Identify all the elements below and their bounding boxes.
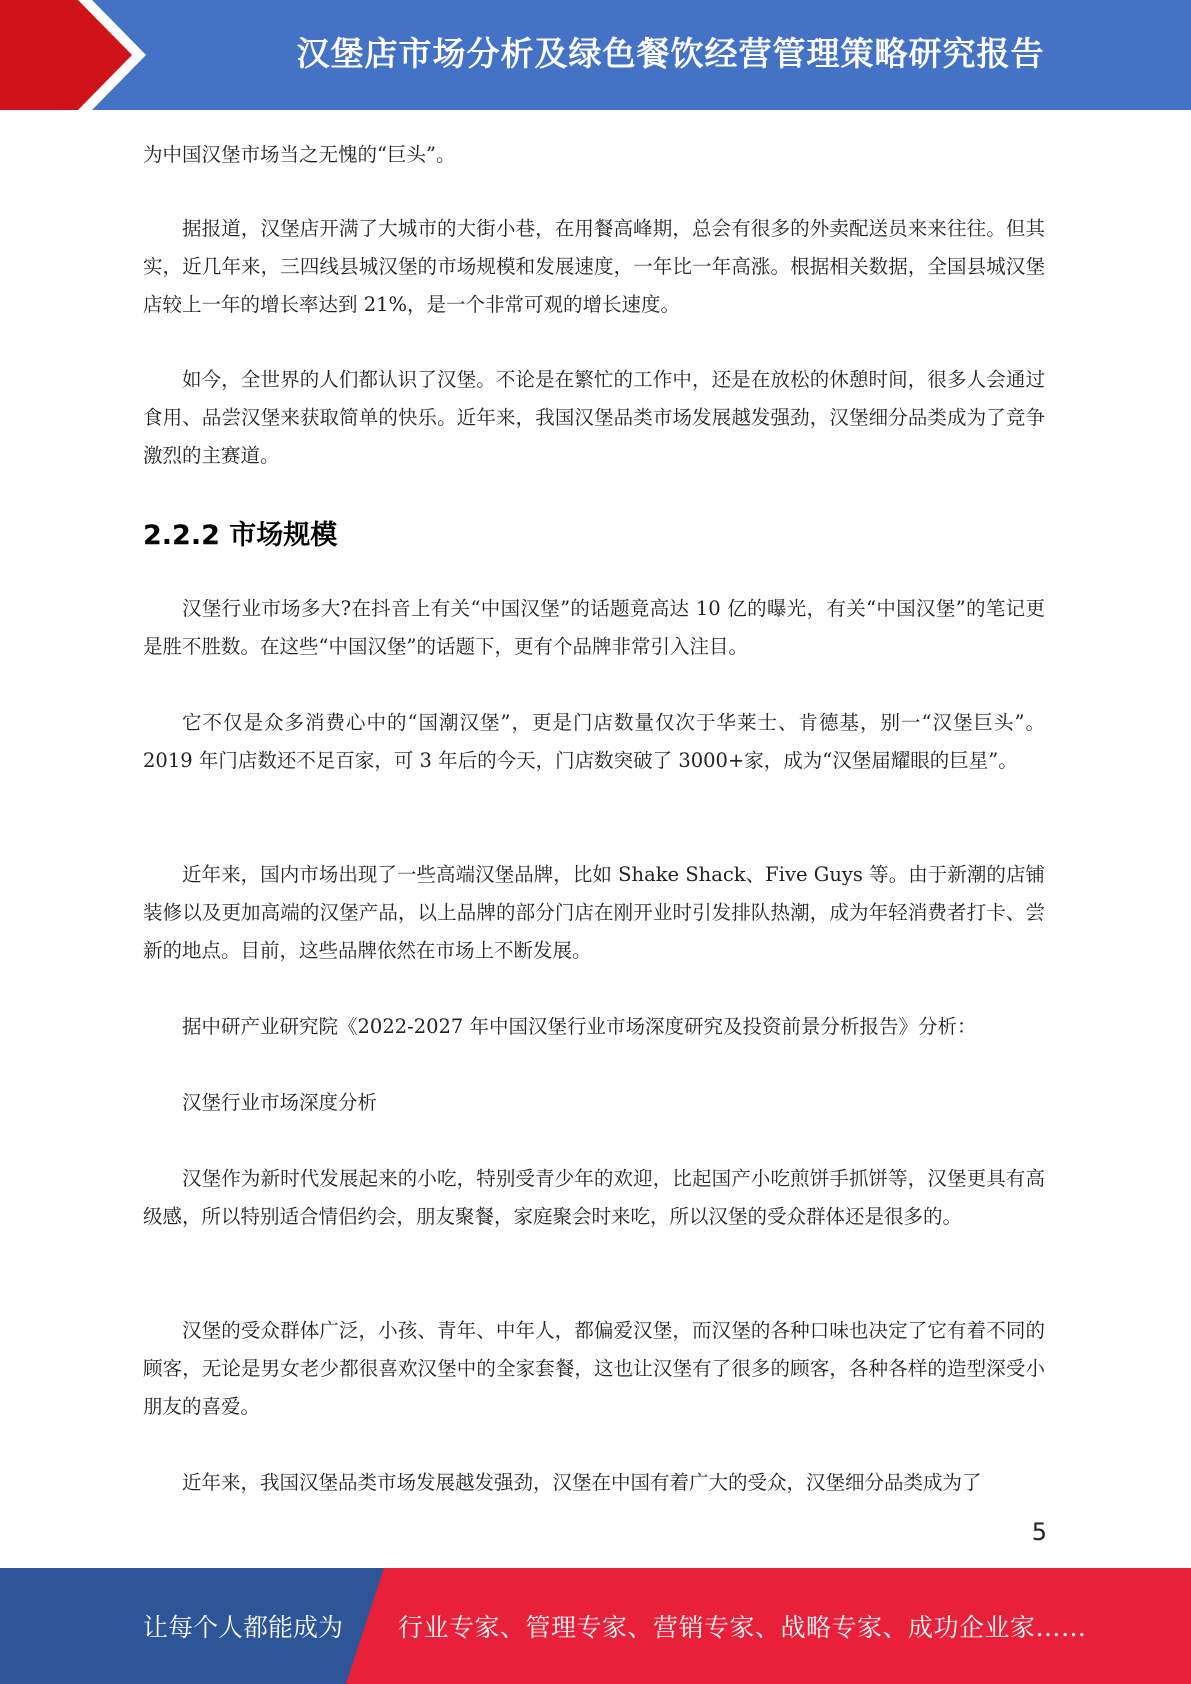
footer-slogan-right: 行业专家、管理专家、营销专家、战略专家、成功企业家…… xyxy=(398,1613,1087,1642)
page-number: 5 xyxy=(1031,1518,1047,1546)
header-title: 汉堡店市场分析及绿色餐饮经营管理策略研究报告 xyxy=(296,33,1045,73)
paragraph-11: 近年来，我国汉堡品类市场发展越发强劲，汉堡在中国有着广大的受众，汉堡细分品类成为了 xyxy=(182,1471,982,1494)
paragraph-8: 汉堡行业市场深度分析 xyxy=(182,1091,378,1114)
page-header xyxy=(0,0,1191,110)
page-footer xyxy=(0,1568,1191,1684)
paragraph-3: 如今，全世界的人们都认识了汉堡。不论是在繁忙的工作中，还是在放松的休憩时间，很多人会通过食用、品尝汉堡来获取简单的快乐。近年来，我国汉堡品类市场发展越发强劲，汉堡细分品类成为了竞争激烈的主赛道。 xyxy=(143,368,1045,467)
paragraph-4: 汉堡行业市场多大?在抖音上有关“中国汉堡”的话题竟高达 10 亿的曝光，有关“中国汉堡”的笔记更是胜不胜数。在这些“中国汉堡”的话题下，更有个品牌非常引入注目。 xyxy=(143,597,1045,658)
paragraph-10: 汉堡的受众群体广泛，小孩、青年、中年人，都偏爱汉堡，而汉堡的各种口味也决定了它有着不同的顾客，无论是男女老少都很喜欢汉堡中的全家套餐，这也让汉堡有了很多的顾客，各种各样的造型深受小朋友的喜爱。 xyxy=(143,1319,1045,1418)
paragraph-1: 为中国汉堡市场当之无愧的“巨头”。 xyxy=(143,143,456,166)
footer-slogan-left: 让每个人都能成为 xyxy=(143,1613,344,1642)
paragraph-5: 它不仅是众多消费心中的“国潮汉堡”，更是门店数量仅次于华莱士、肯德基，别一“汉堡巨头”。2019 年门店数还不足百家，可 3 年后的今天，门店数突破了 3000+家，成为“汉堡届耀眼的巨星”。 xyxy=(143,711,1045,772)
paragraph-9: 汉堡作为新时代发展起来的小吃，特别受青少年的欢迎，比起国产小吃煎饼手抓饼等，汉堡更具有高级感，所以特别适合情侣约会，朋友聚餐，家庭聚会时来吃，所以汉堡的受众群体还是很多的。 xyxy=(143,1167,1045,1228)
paragraph-6: 近年来，国内市场出现了一些高端汉堡品牌，比如 Shake Shack、Five Guys 等。由于新潮的店铺装修以及更加高端的汉堡产品，以上品牌的部分门店在刚开业时引发排队热潮，成为年轻消费者打卡、尝新的地点。目前，这些品牌依然在市场上不断发展。 xyxy=(143,863,1045,962)
paragraph-7: 据中研产业研究院《2022-2027 年中国汉堡行业市场深度研究及投资前景分析报告》分析： xyxy=(182,1015,977,1038)
paragraph-2: 据报道，汉堡店开满了大城市的大街小巷，在用餐高峰期，总会有很多的外卖配送员来来往往。但其实，近几年来，三四线县城汉堡的市场规模和发展速度，一年比一年高涨。根据相关数据，全国县城汉堡店较上一年的增长率达到 21%，是一个非常可观的增长速度。 xyxy=(143,217,1045,316)
section-heading: 2.2.2 市场规模 xyxy=(143,520,338,551)
